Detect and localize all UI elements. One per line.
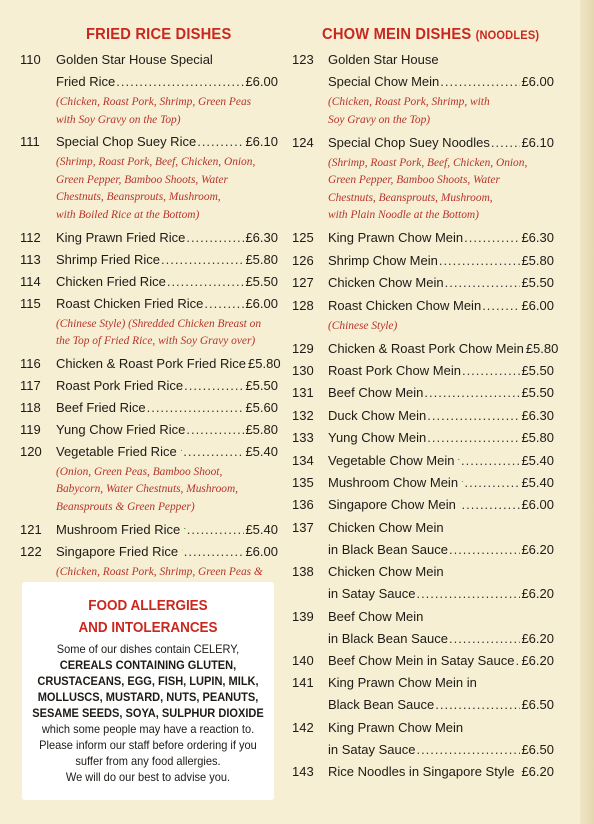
dish-name: Roast Pork Fried Rice	[56, 377, 184, 393]
dish-price: £6.20	[521, 630, 554, 646]
dot-leader	[184, 376, 244, 396]
dish-name: Roast Pork Chow Mein	[328, 363, 461, 378]
dish-price: £6.00	[245, 74, 278, 89]
dish-description: with Soy Gravy on the Top)	[56, 113, 181, 126]
dot-leader	[445, 273, 521, 293]
dish-description: (Shrimp, Roast Pork, Beef, Chicken, Onion,	[328, 156, 528, 169]
menu-item	[292, 361, 554, 381]
menu-item-line	[292, 629, 554, 649]
dish-line	[328, 451, 554, 471]
item-number: 120	[20, 443, 42, 459]
dot-leader	[116, 72, 244, 92]
dish-price: £5.50	[245, 273, 278, 289]
menu-item	[292, 296, 554, 316]
dish-line	[328, 629, 554, 649]
dot-leader	[519, 762, 520, 782]
dish-name: Vegetable Chow Mein	[328, 452, 455, 468]
dish-description: (Shrimp, Roast Pork, Beef, Chicken, Onion,	[56, 156, 256, 169]
dish-name: in Black Bean Sauce	[328, 630, 448, 646]
dish-price: £5.60	[245, 399, 278, 415]
menu-item	[20, 228, 278, 248]
item-number: 123	[292, 52, 314, 67]
dish-price: £6.00	[521, 497, 554, 513]
menu-item	[292, 428, 554, 448]
menu-item	[292, 607, 554, 627]
dish-price: £6.00	[245, 295, 278, 311]
item-number: 128	[292, 297, 314, 313]
dish-name: Chicken & Roast Pork Chow Mein	[328, 340, 524, 356]
dish-price: £6.00	[245, 543, 278, 559]
menu-item	[20, 420, 278, 440]
allergy-text-line: MOLLUSCS, MUSTARD, NUTS, PEANUTS,	[37, 690, 259, 704]
dot-leader	[464, 473, 520, 493]
dish-name: Special Chop Suey Noodles	[328, 134, 490, 150]
menu-item	[292, 133, 554, 153]
item-number: 110	[20, 52, 41, 67]
fried-rice-heading: FRIED RICE DISHES	[86, 26, 232, 43]
item-number: 113	[20, 251, 41, 267]
menu-item	[292, 273, 554, 293]
dish-name: Chicken & Roast Pork Fried Rice	[56, 355, 247, 371]
vegetarian-leaf-icon	[458, 454, 460, 465]
dish-line	[328, 473, 554, 493]
dish-price: £6.00	[521, 297, 554, 313]
dot-leader	[416, 584, 520, 604]
dish-price: £5.80	[525, 340, 559, 356]
item-number: 143	[292, 764, 314, 780]
item-number: 134	[292, 452, 314, 468]
dot-leader	[440, 72, 520, 92]
dish-line	[56, 272, 278, 292]
dish-description: Green Pepper, Bamboo Shoots, Water	[56, 173, 228, 186]
menu-item	[292, 473, 554, 493]
dish-line	[328, 584, 554, 604]
dish-name: Mushroom Chow Mein	[328, 475, 459, 490]
dish-description: (Chicken, Roast Pork, Shrimp, with	[328, 96, 490, 108]
dish-line	[56, 250, 278, 270]
menu-item	[292, 451, 554, 471]
dish-description: Beansprouts & Green Pepper)	[56, 501, 195, 513]
dish-description: Chestnuts, Beansprouts, Mushroom,	[328, 191, 493, 204]
menu-item	[20, 442, 278, 462]
dot-leader	[461, 451, 520, 471]
dish-price: £5.80	[248, 355, 281, 371]
dish-line	[56, 72, 278, 92]
dish-line	[328, 72, 554, 92]
dot-leader	[462, 361, 521, 381]
allergy-text-line: suffer from any food allergies.	[75, 754, 221, 768]
dish-price: £6.20	[521, 541, 554, 557]
menu-item	[292, 251, 554, 271]
item-number: 142	[292, 719, 314, 735]
dish-name: Rice Noodles in Singapore Style	[328, 764, 515, 780]
item-number: 117	[20, 377, 41, 393]
menu-item	[292, 228, 554, 248]
dish-line	[328, 540, 554, 560]
dish-price: £5.40	[245, 521, 278, 537]
dish-name: Golden Star House Special	[56, 52, 213, 67]
menu-item-line	[292, 584, 554, 604]
menu-item	[292, 762, 554, 782]
dish-price: £5.40	[521, 475, 554, 490]
item-number: 124	[292, 134, 314, 150]
menu-item-line	[292, 695, 554, 715]
item-number: 119	[20, 421, 41, 437]
menu-item	[20, 50, 278, 70]
dish-price: £6.20	[521, 653, 554, 668]
dish-name: Chicken Chow Mein	[328, 564, 444, 580]
dot-leader	[147, 398, 245, 418]
dish-line	[56, 442, 278, 462]
dish-name: Singapore Chow Mein	[328, 497, 456, 513]
dot-leader	[204, 294, 244, 314]
allergy-title-line-1: FOOD ALLERGIES	[88, 598, 208, 614]
dish-name: Chicken Fried Rice	[56, 273, 166, 289]
dish-name: Beef Chow Mein	[328, 608, 424, 624]
dot-leader	[427, 406, 520, 426]
dish-name: Roast Chicken Chow Mein	[328, 297, 482, 313]
dot-leader	[161, 250, 244, 270]
dish-line	[56, 228, 278, 248]
dot-leader	[183, 442, 244, 462]
menu-item	[292, 50, 554, 70]
dot-leader	[167, 272, 245, 292]
dish-name: Beef Chow Mein in Satay Sauce	[328, 653, 515, 668]
item-number: 114	[20, 273, 41, 289]
menu-item	[292, 406, 554, 426]
dish-description: (Chinese Style)	[328, 319, 398, 332]
dot-leader	[491, 133, 521, 153]
dish-line	[56, 520, 278, 540]
dish-name: Shrimp Chow Mein	[328, 252, 438, 268]
dish-line	[328, 273, 554, 293]
dish-description: with Plain Noodle at the Bottom)	[328, 209, 479, 222]
dish-name: Special Chop Suey Rice	[56, 134, 197, 150]
menu-item	[292, 718, 554, 738]
item-number: 127	[292, 275, 314, 291]
dot-leader	[435, 695, 520, 715]
dish-line	[328, 228, 554, 248]
dish-price: £5.80	[245, 421, 278, 437]
dish-name: Golden Star House	[328, 52, 439, 67]
dish-line	[328, 495, 554, 515]
dish-line	[328, 651, 554, 671]
dish-price: £6.30	[245, 229, 278, 245]
item-number: 135	[292, 475, 314, 490]
item-number: 136	[292, 497, 314, 513]
dot-leader	[515, 651, 520, 671]
dish-price: £6.00	[521, 74, 554, 89]
dish-name: Chicken Chow Mein	[328, 275, 444, 291]
dish-line	[328, 695, 554, 715]
chow-mein-heading-main: CHOW MEIN DISHES	[322, 26, 472, 43]
vegetarian-leaf-icon	[184, 523, 185, 534]
item-number: 138	[292, 564, 314, 580]
dish-price: £5.50	[521, 275, 554, 291]
menu-item-line	[20, 72, 278, 92]
item-number: 111	[20, 134, 40, 150]
dish-name: King Prawn Chow Mein	[328, 719, 464, 735]
page-edge	[580, 0, 594, 824]
dish-description: (Chinese Style) (Shredded Chicken Breast on	[56, 317, 262, 330]
menu-item	[292, 339, 559, 359]
dish-line	[56, 132, 278, 152]
dish-price: £5.80	[521, 430, 554, 446]
dish-name: in Satay Sauce	[328, 586, 416, 602]
dish-price: £6.30	[521, 407, 554, 423]
item-number: 121	[20, 521, 42, 537]
dot-leader	[482, 296, 520, 316]
dot-leader	[186, 420, 244, 440]
dish-name: Duck Chow Mein	[328, 407, 427, 423]
dish-price: £6.10	[521, 134, 554, 150]
dish-line	[328, 361, 554, 381]
item-number: 112	[20, 229, 41, 245]
dish-name: Shrimp Fried Rice	[56, 251, 161, 267]
dish-description: with Boiled Rice at the Bottom)	[56, 209, 200, 221]
dot-leader	[427, 428, 520, 448]
menu-item	[20, 272, 278, 292]
item-number: 126	[292, 252, 314, 268]
dish-name: in Black Bean Sauce	[328, 541, 448, 557]
item-number: 141	[292, 675, 314, 691]
dish-line	[328, 339, 559, 359]
dish-description: Babycorn, Water Chestnuts, Mushroom,	[56, 483, 239, 496]
allergy-text-line: CEREALS CONTAINING GLUTEN,	[59, 658, 237, 672]
dish-name: Fried Rice	[56, 74, 116, 89]
menu-item	[20, 520, 278, 540]
dish-price: £5.80	[521, 252, 554, 268]
dot-leader	[424, 383, 520, 403]
menu-item-line	[292, 72, 554, 92]
dish-name: Mushroom Fried Rice	[56, 521, 181, 537]
dish-line	[56, 294, 278, 314]
dot-leader	[462, 495, 521, 515]
menu-item	[292, 673, 554, 693]
dish-description: the Top of Fried Rice, with Soy Gravy over)	[56, 335, 256, 348]
dish-description: Soy Gravy on the Top)	[328, 113, 431, 126]
dish-line	[328, 296, 554, 316]
dish-description: Green Pepper, Bamboo Shoots, Water	[328, 174, 500, 187]
dish-price: £6.10	[245, 134, 278, 150]
dish-name: Chicken Chow Mein	[328, 519, 444, 535]
dish-price: £5.40	[245, 443, 278, 459]
chow-mein-heading	[322, 26, 539, 44]
allergy-notice-box	[22, 582, 274, 800]
dot-leader	[449, 629, 520, 649]
menu-item	[20, 354, 281, 374]
dish-name: Roast Chicken Fried Rice	[56, 295, 204, 311]
dish-price: £5.50	[521, 363, 554, 378]
dish-name: King Prawn Chow Mein in	[328, 675, 477, 691]
dish-name: Beef Chow Mein	[328, 385, 424, 401]
dish-price: £6.20	[521, 764, 554, 780]
dish-price: £6.30	[521, 230, 554, 246]
menu-item	[20, 294, 278, 314]
menu-item	[20, 398, 278, 418]
menu-item-line	[292, 740, 554, 760]
item-number: 118	[20, 399, 41, 415]
item-number: 115	[20, 295, 41, 311]
dish-name: King Prawn Chow Mein	[328, 230, 464, 246]
dish-line	[328, 383, 554, 403]
dish-line	[328, 428, 554, 448]
item-number: 137	[292, 519, 314, 535]
item-number: 122	[20, 543, 42, 559]
dish-name: Beef Fried Rice	[56, 399, 146, 415]
dish-price: £5.50	[521, 385, 554, 401]
allergy-text-line: Please inform our staff before ordering if you	[39, 738, 257, 752]
dish-line	[56, 420, 278, 440]
menu-item	[20, 376, 278, 396]
dish-name: Yung Chow Mein	[328, 430, 427, 446]
dish-price: £5.80	[245, 251, 278, 267]
dish-price: £6.20	[521, 586, 554, 602]
dish-name: in Satay Sauce	[328, 741, 416, 757]
menu-item	[292, 651, 554, 671]
chilli-icon	[182, 544, 183, 556]
vegetarian-leaf-icon	[181, 445, 183, 456]
menu-item	[292, 518, 554, 538]
dish-line	[328, 762, 554, 782]
allergy-text-line: which some people may have a reaction to.	[41, 722, 255, 736]
menu-item-line	[292, 540, 554, 560]
dot-leader	[449, 540, 520, 560]
allergy-text-line: Some of our dishes contain CELERY,	[56, 642, 240, 656]
dish-price: £5.40	[521, 452, 554, 468]
item-number: 129	[292, 340, 314, 356]
vegetarian-leaf-icon	[462, 476, 463, 487]
chow-mein-heading-sub: (NOODLES)	[475, 28, 540, 42]
dish-price: £6.50	[521, 697, 554, 713]
dish-name: Special Chow Mein	[328, 74, 440, 89]
item-number: 133	[292, 430, 314, 446]
allergy-text-line: SESAME SEEDS, SOYA, SULPHUR DIOXIDE	[32, 706, 264, 720]
allergy-text-line: We will do our best to advise you.	[65, 770, 231, 784]
dish-description: (Chicken, Roast Pork, Shrimp, Green Peas	[56, 96, 252, 108]
dish-line	[328, 133, 554, 153]
dot-leader	[439, 251, 521, 271]
item-number: 132	[292, 407, 314, 423]
dot-leader	[197, 132, 244, 152]
dish-name: Yung Chow Fried Rice	[56, 421, 186, 437]
item-number: 139	[292, 608, 314, 624]
item-number: 130	[292, 363, 314, 378]
dish-line	[328, 406, 554, 426]
dish-line	[56, 376, 278, 396]
dot-leader	[187, 520, 245, 540]
menu-item	[292, 383, 554, 403]
dish-name: Vegetable Fried Rice	[56, 443, 177, 459]
dot-leader	[186, 228, 244, 248]
dot-leader	[464, 228, 520, 248]
dish-name: Black Bean Sauce	[328, 697, 435, 713]
dish-price: £5.50	[245, 377, 278, 393]
dish-description: (Onion, Green Peas, Bamboo Shoot,	[56, 465, 223, 478]
menu-item	[292, 562, 554, 582]
dish-price: £6.50	[521, 741, 554, 757]
menu-item	[20, 132, 278, 152]
item-number: 140	[292, 653, 314, 668]
dish-name: Singapore Fried Rice	[56, 543, 179, 559]
item-number: 116	[20, 355, 41, 371]
dish-description: Chestnuts, Beansprouts, Mushroom,	[56, 191, 221, 204]
dish-name: King Prawn Fried Rice	[56, 229, 186, 245]
dish-line	[328, 740, 554, 760]
dish-description: (Chicken, Roast Pork, Shrimp, Green Peas &	[56, 565, 263, 578]
dot-leader	[184, 542, 245, 562]
chilli-icon	[460, 497, 461, 509]
item-number: 125	[292, 230, 314, 246]
allergy-text-line: CRUSTACEANS, EGG, FISH, LUPIN, MILK,	[37, 674, 259, 688]
item-number: 131	[292, 385, 314, 401]
dot-leader	[416, 740, 520, 760]
dish-line	[56, 354, 281, 374]
dish-line	[56, 542, 278, 562]
menu-item	[20, 542, 278, 562]
menu-item	[20, 250, 278, 270]
allergy-title-line-2: AND INTOLERANCES	[78, 620, 218, 636]
menu-item	[292, 495, 554, 515]
dish-line	[328, 251, 554, 271]
dish-line	[56, 398, 278, 418]
